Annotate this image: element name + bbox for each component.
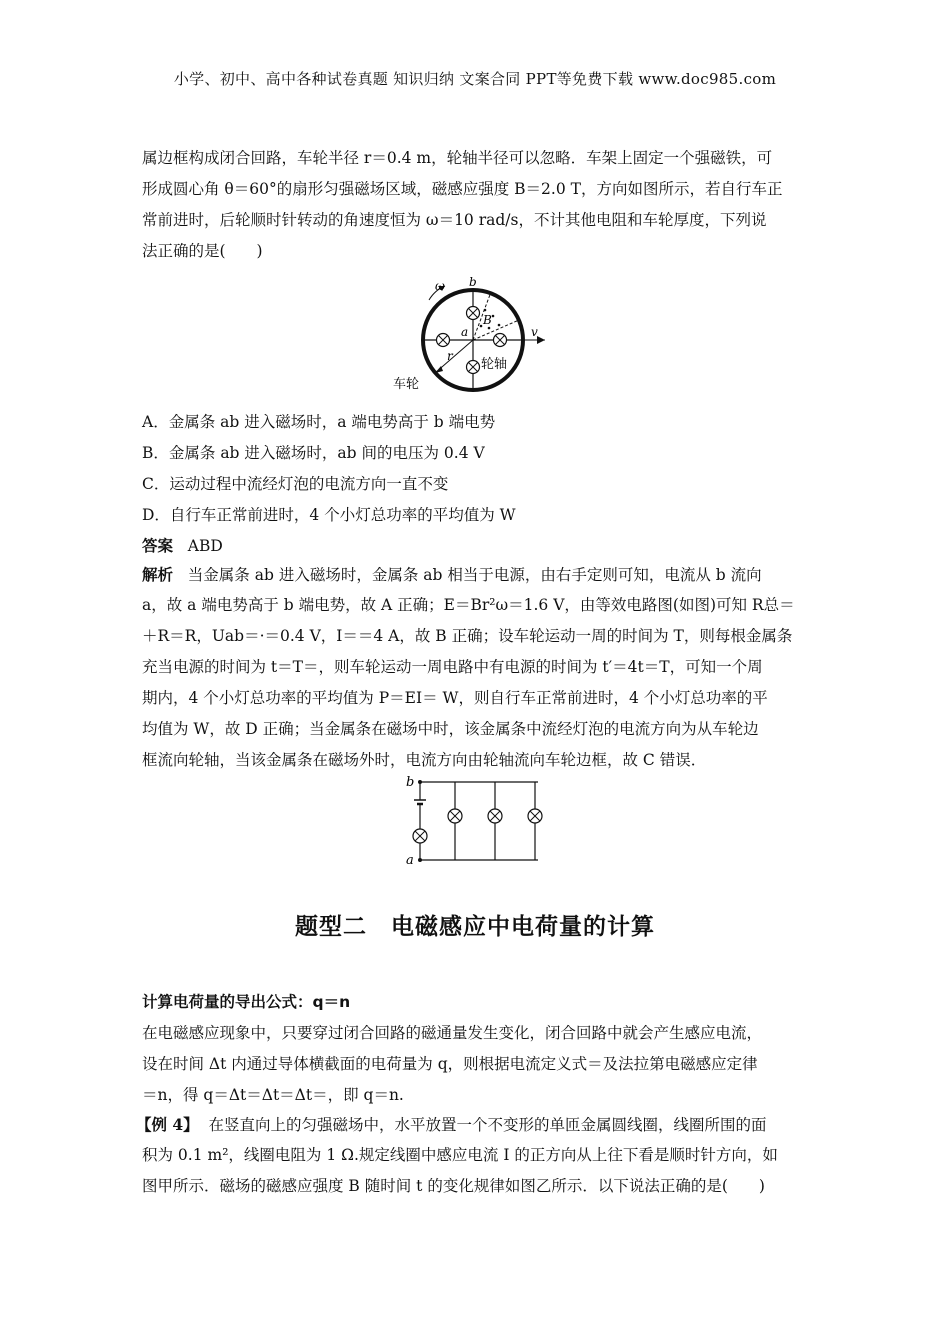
label-b: b bbox=[469, 275, 477, 289]
label-B: B bbox=[483, 313, 492, 327]
analysis-label: 解析 bbox=[142, 565, 174, 584]
example-line: 在竖直向上的匀强磁场中，水平放置一个不变形的单匝金属圆线圈，线圈所围的面 bbox=[208, 1116, 767, 1134]
answer bbox=[142, 534, 223, 556]
analysis-line: a，故 a 端电势高于 b 端电势，故 A 正确；E＝Br²ω＝1.6 V，由等效电路图(如图)可知 R总＝ bbox=[142, 596, 795, 614]
example-line: 图甲所示．磁场的磁感应强度 B 随时间 t 的变化规律如图乙所示．以下说法正确的是( ) bbox=[142, 1177, 765, 1195]
lamp-right bbox=[494, 334, 507, 347]
page-header: 小学、初中、高中各种试卷真题 知识归纳 文案合同 PPT等免费下载 www.doc985.com bbox=[173, 70, 777, 88]
label-axle: 轮轴 bbox=[481, 357, 508, 372]
problem-text bbox=[142, 143, 810, 267]
option-b: B．金属条 ab 进入磁场时，ab 间的电压为 0.4 V bbox=[142, 444, 485, 462]
analysis bbox=[142, 559, 810, 776]
formula-line: 计算电荷量的导出公式：q＝n bbox=[142, 993, 351, 1011]
option-d: D．自行车正常前进时，4 个小灯总功率的平均值为 W bbox=[142, 506, 516, 524]
circuit-label-a: a bbox=[406, 853, 414, 867]
problem-line: 常前进时，后轮顺时针转动的角速度恒为 ω＝10 rad/s，不计其他电阻和车轮厚度，下列说 bbox=[142, 211, 767, 229]
problem-line: 形成圆心角 θ＝60°的扇形匀强磁场区域，磁感应强度 B＝2.0 T，方向如图所示，若自行车正 bbox=[142, 180, 783, 198]
velocity-arrow bbox=[537, 336, 545, 344]
answer-label: 答案 bbox=[142, 536, 174, 555]
circuit-lamp-2 bbox=[488, 809, 502, 823]
option-c: C．运动过程中流经灯泡的电流方向一直不变 bbox=[142, 475, 449, 493]
analysis-line: ＋R＝R，Uab＝·＝0.4 V，I＝＝4 A，故 B 正确；设车轮运动一周的时间为 T，则每根金属条 bbox=[142, 627, 793, 645]
option-a: A．金属条 ab 进入磁场时，a 端电势高于 b 端电势 bbox=[142, 413, 496, 431]
wheel-figure bbox=[385, 270, 560, 395]
analysis-line: 充当电源的时间为 t＝T＝，则车轮运动一周电路中有电源的时间为 t′＝4t＝T，可知一个周 bbox=[142, 658, 763, 676]
section-title: 题型二 电磁感应中电荷量的计算 bbox=[295, 914, 655, 940]
analysis-line: 均值为 W，故 D 正确；当金属条在磁场中时，该金属条中流经灯泡的电流方向为从车轮边 bbox=[142, 720, 759, 738]
analysis-line: 框流向轮轴，当该金属条在磁场外时，电流方向由轮轴流向车轮边框，故 C 错误． bbox=[142, 751, 707, 769]
example-4 bbox=[136, 1109, 816, 1202]
body-line: 在电磁感应现象中，只要穿过闭合回路的磁通量发生变化，闭合回路中就会产生感应电流， bbox=[142, 1024, 763, 1042]
omega-label: ω bbox=[435, 279, 445, 293]
analysis-line: 当金属条 ab 进入磁场时，金属条 ab 相当于电源，由右手定则可知，电流从 b 流向 bbox=[187, 566, 762, 584]
circuit-figure bbox=[400, 772, 550, 867]
circuit-label-b: b bbox=[406, 775, 415, 790]
analysis-line: 期内，4 个小灯总功率的平均值为 P＝EI＝ W，则自行车正常前进时，4 个小灯总功率的平 bbox=[142, 689, 768, 707]
section-body bbox=[142, 987, 810, 1111]
circuit-lamp-1 bbox=[448, 809, 462, 823]
label-a: a bbox=[461, 325, 469, 339]
problem-line: 属边框构成闭合回路，车轮半径 r＝0.4 m，轮轴半径可以忽略．车架上固定一个强磁铁，可 bbox=[142, 149, 773, 167]
label-v: v bbox=[531, 325, 538, 339]
lamp-bottom bbox=[467, 361, 480, 374]
lamp-top bbox=[467, 307, 480, 320]
lamp-left bbox=[437, 334, 450, 347]
body-line: ＝n，得 q＝Δt＝Δt＝Δt＝，即 q＝n. bbox=[142, 1086, 404, 1104]
circuit-source-lamp bbox=[413, 829, 427, 843]
label-wheel: 车轮 bbox=[393, 377, 420, 392]
circuit-lamp-3 bbox=[528, 809, 542, 823]
example-label: 【例 4】 bbox=[136, 1115, 199, 1134]
example-line: 积为 0.1 m²，线圈电阻为 1 Ω.规定线圈中感应电流 I 的正方向从上往下看是顺时针方向，如 bbox=[142, 1146, 778, 1164]
label-r: r bbox=[447, 349, 453, 363]
problem-line: 法正确的是( ) bbox=[142, 242, 263, 260]
body-line: 设在时间 Δt 内通过导体横截面的电荷量为 q，则根据电流定义式＝及法拉第电磁感应定律 bbox=[142, 1055, 758, 1073]
answer-value: ABD bbox=[187, 537, 223, 555]
